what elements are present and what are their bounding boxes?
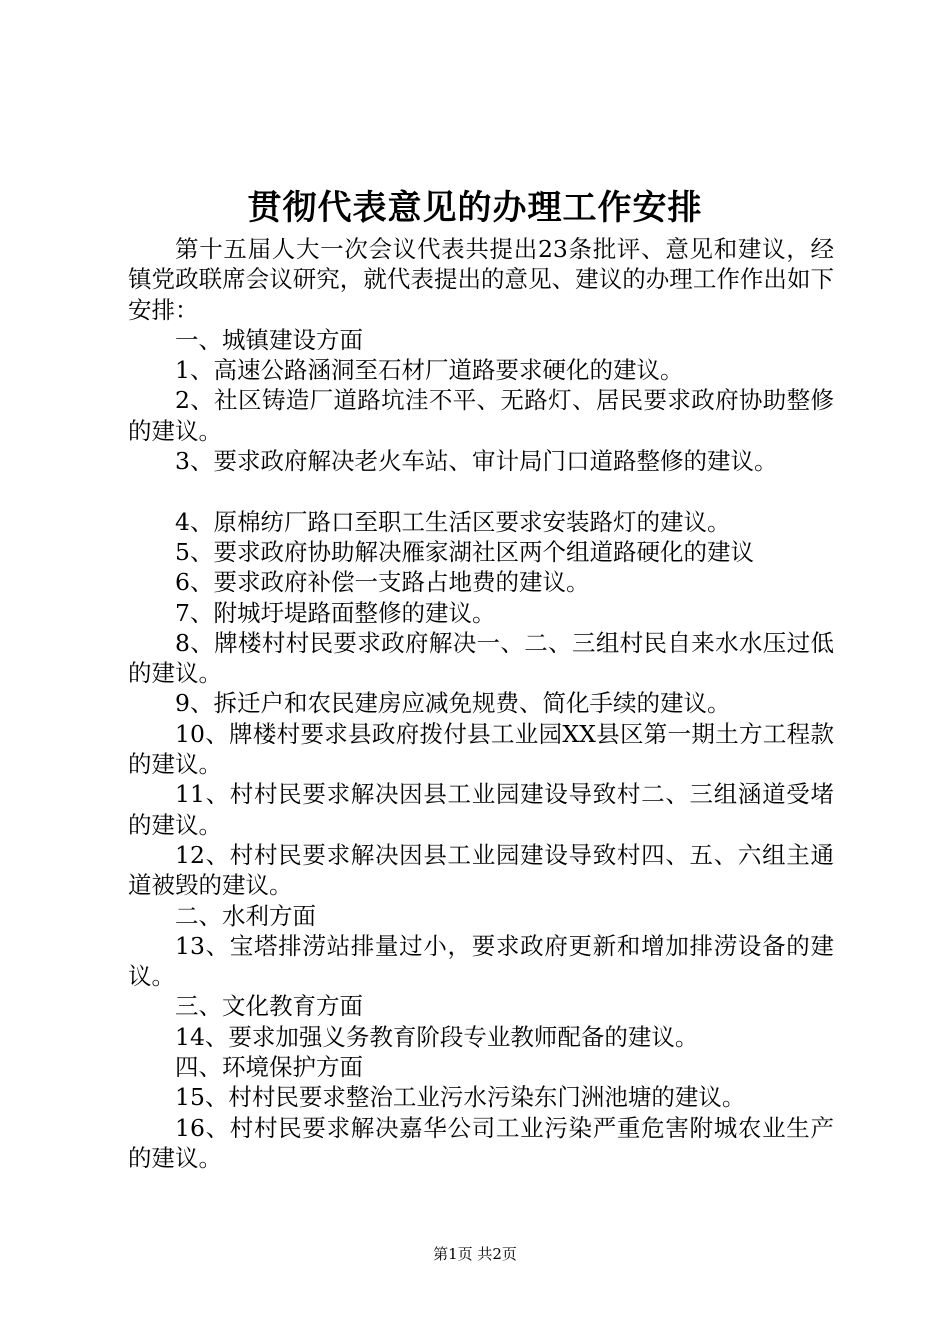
list-item: 2、社区铸造厂道路坑洼不平、无路灯、居民要求政府协助整修的建议。 [128,386,834,445]
section-heading: 一、城镇建设方面 [175,325,363,354]
section-heading: 二、水利方面 [175,901,316,930]
list-item: 10、牌楼村要求县政府拨付县工业园XX县区第一期土方工程款的建议。 [128,719,834,779]
list-item: 5、要求政府协助解决雁家湖社区两个组道路硬化的建议 [175,537,754,566]
page-number-footer: 第1页 共2页 [433,1245,517,1263]
list-item: 13、宝塔排涝站排量过小，要求政府更新和增加排涝设备的建议。 [128,931,834,991]
list-item: 7、附城圩堤路面整修的建议。 [175,598,496,627]
list-item: 14、要求加强义务教育阶段专业教师配备的建议。 [175,1022,699,1051]
section-heading: 四、环境保护方面 [175,1053,363,1082]
list-item: 1、高速公路涵洞至石材厂道路要求硬化的建议。 [175,356,684,385]
list-item: 15、村村民要求整治工业污水污染东门洲池塘的建议。 [175,1083,746,1112]
paragraph: 第十五届人大一次会议代表共提出23条批评、意见和建议，经镇党政联席会议研究，就代表提出的意见、建议的办理工作作出如下安排： [128,235,834,324]
list-item: 16、村村民要求解决嘉华公司工业污染严重危害附城农业生产的建议。 [128,1113,834,1172]
section-heading: 三、文化教育方面 [175,992,363,1021]
document-title: 贯彻代表意见的办理工作安排 [247,188,703,228]
document-body [128,234,834,1173]
list-item: 3、要求政府解决老火车站、审计局门口道路整修的建议。 [175,447,778,476]
blank-line [128,476,834,506]
list-item: 8、牌楼村村民要求政府解决一、二、三组村民自来水水压过低的建议。 [128,628,834,688]
list-item: 11、村村民要求解决因县工业园建设导致村二、三组涵道受堵的建议。 [128,780,834,839]
list-item: 12、村村民要求解决因县工业园建设导致村四、五、六组主通道被毁的建议。 [128,840,834,900]
list-item: 9、拆迁户和农民建房应减免规费、简化手续的建议。 [175,689,731,718]
list-item: 4、原棉纺厂路口至职工生活区要求安装路灯的建议。 [175,507,731,536]
list-item: 6、要求政府补偿一支路占地费的建议。 [175,568,590,597]
